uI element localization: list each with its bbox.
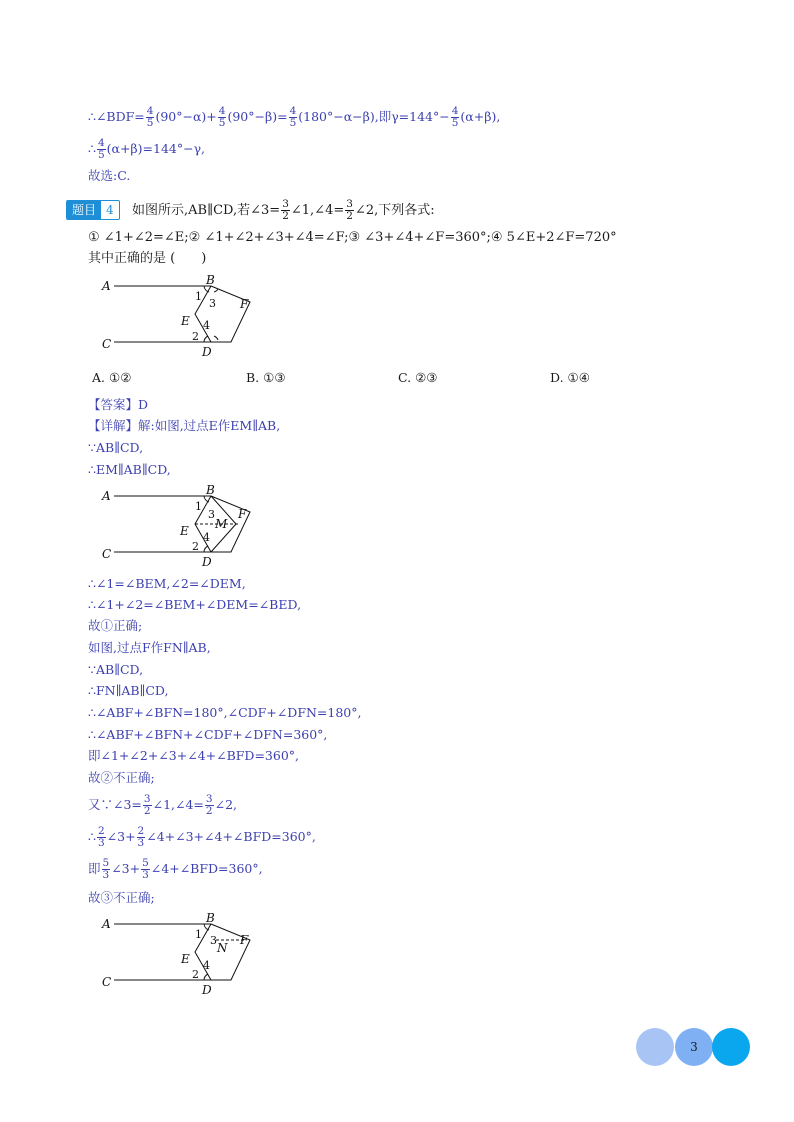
fraction: $\frac{4}{5}$ [451,105,459,129]
question-statements: ① ∠1+∠2=∠E;② ∠1+∠2+∠3+∠4=∠F;③ ∠3+∠4+∠F=360°;④ 5∠E+2∠F=720° [88,230,617,245]
label-B: B [206,911,215,925]
page-circle-middle [675,1028,713,1066]
option-d[interactable]: D. ①④ [550,370,590,385]
answer-line: 【答案】D [88,397,149,412]
detail-line-5: ∴∠1+∠2=∠BEM+∠DEM=∠BED, [88,597,302,612]
option-c[interactable]: C. ②③ [398,370,438,385]
label-B: B [206,483,215,497]
angle-1: 1 [195,290,202,303]
option-b[interactable]: B. ①③ [246,370,286,385]
label-A: A [102,489,111,503]
detail-line-7: 如图,过点F作FN∥AB, [88,640,211,655]
angle-2: 2 [192,540,199,553]
fraction: $\frac{3}{2}$ [143,793,151,817]
angle-3: 3 [208,508,215,521]
fraction: $\frac{4}{5}$ [289,105,297,129]
fraction: $\frac{4}{5}$ [146,105,154,129]
detail-line-14: 又∵∠3= $\frac{3}{2}$ ∠1,∠4= $\frac{3}{2}$ ∠2, [88,793,237,817]
angle-2: 2 [192,968,199,981]
question-tag [66,200,120,220]
fraction: $\frac{3}{2}$ [282,198,289,222]
label-M: M [215,517,228,531]
label-A: A [102,917,111,931]
label-A: A [102,279,111,293]
detail-line-8: ∵AB∥CD, [88,662,144,677]
label-C: C [102,337,112,351]
detail-line-16: 即 $\frac{5}{3}$ ∠3+ $\frac{5}{3}$ ∠4+∠BFD=360°, [88,857,263,881]
label-E: E [180,524,189,538]
label-D: D [202,983,212,997]
fraction: $\frac{3}{2}$ [205,793,213,817]
fraction: $\frac{2}{3}$ [97,825,105,849]
question-prompt: 其中正确的是 ( ) [88,251,207,266]
angle-4: 4 [203,531,210,544]
angle-1: 1 [195,928,202,941]
angle-3: 3 [210,934,217,947]
label-D: D [202,345,212,359]
label-E: E [181,314,190,328]
detail-line-2: ∵AB∥CD, [88,440,144,455]
label-C: C [102,547,112,561]
fraction: $\frac{4}{5}$ [218,105,226,129]
label-F: F [238,507,247,521]
angle-4: 4 [203,959,210,972]
fraction: $\frac{3}{2}$ [346,198,353,222]
label-F: F [240,933,249,947]
page-number: 3 [690,1040,698,1054]
angle-4: 4 [203,319,210,332]
figure-1 [98,272,268,360]
detail-line-3: ∴EM∥AB∥CD, [88,462,171,477]
question-tag-label: 题目 [67,201,101,219]
figure-3 [98,910,268,998]
fraction: $\frac{5}{3}$ [102,857,110,881]
label-D: D [202,555,212,569]
page-circle-right [712,1028,750,1066]
page-circle-left [636,1028,674,1066]
label-N: N [217,941,228,955]
solution-line-3: 故选:C. [88,168,131,183]
angle-2: 2 [192,330,199,343]
label-C: C [102,975,112,989]
detail-line-6: 故①正确; [88,618,143,633]
detail-line-13: 故②不正确; [88,770,155,785]
detail-line-1: 【详解】解:如图,过点E作EM∥AB, [88,418,281,433]
fraction: $\frac{2}{3}$ [137,825,145,849]
solution-line-2: ∴ $\frac{4}{5}$ (α+β)=144°−γ, [88,137,206,161]
detail-line-15: ∴ $\frac{2}{3}$ ∠3+ $\frac{2}{3}$ ∠4+∠3+∠4+∠BFD=360°, [88,825,316,849]
detail-line-11: ∴∠ABF+∠BFN+∠CDF+∠DFN=360°, [88,727,328,742]
question-tag-number: 4 [106,203,114,217]
page-indicator [636,1028,752,1066]
angle-3: 3 [209,297,216,310]
detail-line-17: 故③不正确; [88,890,155,905]
solution-line-1: ∴∠BDF= $\frac{4}{5}$ (90°−α)+ $\frac{4}{5}$ (90°−β)= $\frac{4}{5}$ (180°−α−β),即γ=144°− $\frac{4}{5}$ (α+β), [88,105,501,129]
detail-line-10: ∴∠ABF+∠BFN=180°,∠CDF+∠DFN=180°, [88,705,362,720]
fraction: $\frac{5}{3}$ [142,857,149,881]
detail-line-9: ∴FN∥AB∥CD, [88,683,169,698]
fraction: $\frac{4}{5}$ [97,137,105,161]
question-stem: 如图所示,AB∥CD,若∠3= $\frac{3}{2}$ ∠1,∠4= $\frac{3}{2}$ ∠2,下列各式: [132,198,435,222]
label-F: F [240,297,249,311]
label-B: B [206,273,215,287]
detail-line-4: ∴∠1=∠BEM,∠2=∠DEM, [88,576,246,591]
label-E: E [181,952,190,966]
figure-2 [98,482,268,572]
detail-line-12: 即∠1+∠2+∠3+∠4+∠BFD=360°, [88,748,300,763]
option-a[interactable]: A. ①② [92,370,132,385]
angle-1: 1 [195,500,202,513]
